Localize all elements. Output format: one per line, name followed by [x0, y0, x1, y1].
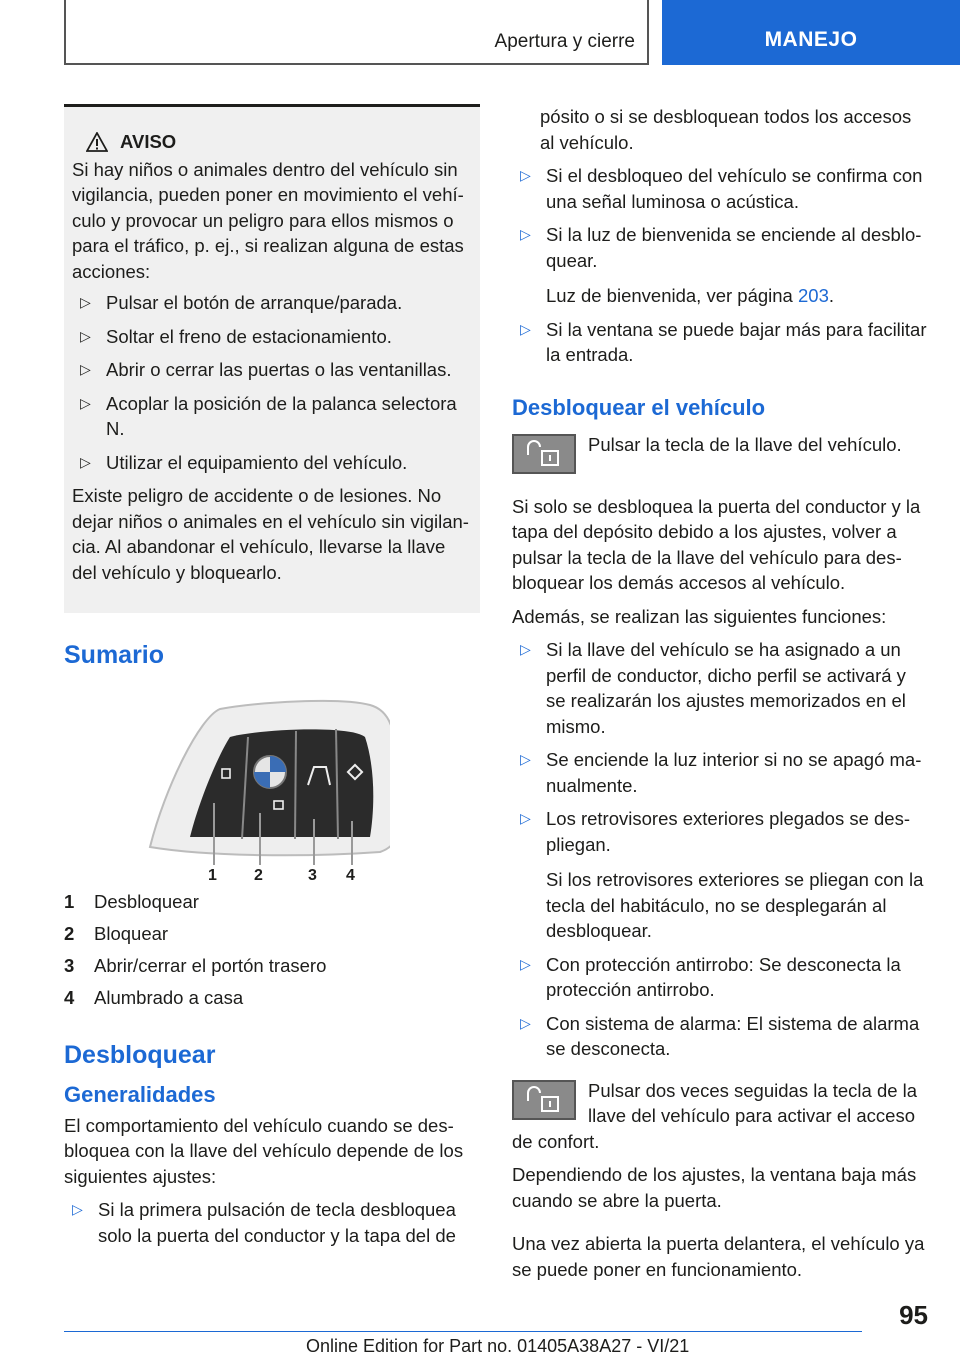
- warning-box: [64, 104, 480, 613]
- warning-title: [72, 129, 472, 155]
- footer-divider: [64, 1331, 862, 1332]
- legend-text: Alumbrado a casa: [94, 987, 244, 1008]
- comfort-access-text: Pulsar dos veces seguidas la tecla de la llave del vehículo para activar el acceso: [588, 1079, 918, 1126]
- warning-title-text: AVISO: [120, 131, 177, 152]
- list-item-continuation: pósito o si se desbloquean todos los accesos al vehículo.: [540, 106, 912, 153]
- list-item: ▷ Se enciende la luz interior si no se apagó manualmente.: [512, 747, 928, 798]
- legend-row: [64, 953, 480, 979]
- list-item: ▷ Con protección antirrobo: Se desconecta la protección antirrobo.: [512, 952, 928, 1003]
- list-item: ▷ Si la primera pulsación de tecla desbloquea solo la puerta del conductor y la tapa del de: [64, 1197, 480, 1248]
- list-item-text: Los retrovisores exteriores plegados se despliegan.: [546, 808, 911, 855]
- legend-row: [64, 889, 480, 915]
- right-column: [512, 104, 928, 1290]
- list-item: [512, 806, 928, 944]
- open-lock-icon: [522, 1085, 566, 1115]
- list-item: ▷ Abrir o cerrar las puertas o las ventanillas.: [72, 357, 472, 383]
- key-fob-illustration: [130, 697, 390, 887]
- list-item: ▷ Si el desbloqueo del vehículo se confirma con una señal luminosa o acústica.: [512, 163, 928, 214]
- unlock-paragraph-1: Si solo se desbloquea la puerta del conductor y la tapa del depósito debido a los ajustes, volver a pulsar la tecla de la llave del vehículo para desbloquear los demás accesos al vehículo.: [512, 495, 921, 593]
- list-item-text: Si la luz de bienvenida se enciende al desbloquear.: [546, 224, 922, 271]
- header-section-title: Apertura y cierre: [494, 31, 635, 52]
- legend-row: [64, 985, 480, 1011]
- unlock-vehicle-heading: Desbloquear el vehículo: [512, 394, 766, 420]
- list-item: ▷ Soltar el freno de estacionamiento.: [72, 324, 472, 350]
- footer-edition: Online Edition for Part no. 01405A38A27 - VI/21: [306, 1336, 690, 1356]
- header-chapter-tab[interactable]: MANEJO: [662, 0, 960, 65]
- legend-text: Bloquear: [94, 923, 169, 944]
- figure-label-4: 4: [346, 867, 355, 884]
- legend-text: Desbloquear: [94, 891, 199, 912]
- figure-label-3: 3: [308, 867, 317, 884]
- unlock-paragraph-3: Dependiendo de los ajustes, la ventana baja más cuando se abre la puerta.: [512, 1164, 917, 1211]
- mirror-note: Si los retrovisores exteriores se pliegan con la tecla del habitáculo, no se desplegarán al desbloquear.: [546, 869, 924, 941]
- key-instruction-row: [512, 432, 928, 474]
- list-item: ▷ Pulsar el botón de arranque/parada.: [72, 290, 472, 316]
- settings-list-start: [64, 1197, 480, 1248]
- unlock-paragraph-2: Además, se realizan las siguientes funciones:: [512, 605, 887, 627]
- comfort-access-continuation: de confort.: [512, 1130, 600, 1152]
- legend-num: 2: [64, 923, 75, 944]
- open-lock-icon: [522, 439, 566, 469]
- figure-label-2: 2: [254, 867, 263, 884]
- list-item: [512, 222, 928, 309]
- ref-end: .: [828, 285, 835, 306]
- legend-num: 4: [64, 987, 75, 1008]
- warning-intro: Si hay niños o animales dentro del vehículo sin vigilancia, pueden poner en movimiento el vehículo y provocar un peligro para ellos mismos o para el tráfico, p. ej., si realizan alguna de estas acciones:: [72, 158, 464, 282]
- list-item: ▷ Con sistema de alarma: El sistema de alarma se desconecta.: [512, 1011, 928, 1062]
- legend-row: [64, 921, 480, 947]
- header-frame: [64, 0, 649, 65]
- unlock-key-icon: [512, 434, 576, 474]
- ref-text: Luz de bienvenida, ver página: [546, 285, 798, 306]
- warning-triangle-icon: [86, 132, 108, 152]
- left-column: [64, 104, 480, 1256]
- list-item: ▷ Utilizar el equipamiento del vehículo.: [72, 450, 472, 476]
- unlock-paragraph-4: Una vez abierta la puerta delantera, el vehículo ya se puede poner en funcionamiento.: [512, 1233, 925, 1280]
- page-number: 95: [899, 1300, 928, 1330]
- generalidades-heading: Generalidades: [64, 1081, 216, 1107]
- settings-list-cont: [512, 163, 928, 368]
- key-instruction-text: Pulsar la tecla de la llave del vehículo.: [588, 433, 902, 455]
- sumario-heading: Sumario: [64, 641, 165, 669]
- warning-outro: Existe peligro de accidente o de lesiones. No dejar niños o animales en el vehículo sin vigilancia. Al abandonar el vehículo, llevarse la llave del vehículo y bloquearlo.: [72, 485, 469, 583]
- functions-list: [512, 637, 928, 1062]
- page-link-203[interactable]: 203: [798, 285, 829, 306]
- comfort-access-row: [512, 1078, 928, 1129]
- legend-num: 1: [64, 891, 75, 912]
- list-item: ▷ Acoplar la posición de la palanca selectora N.: [72, 391, 472, 442]
- list-item: ▷ Si la ventana se puede bajar más para facilitar la entrada.: [512, 317, 928, 368]
- key-legend: [64, 889, 480, 1011]
- legend-text: Abrir/cerrar el portón trasero: [94, 955, 327, 976]
- desbloquear-heading: Desbloquear: [64, 1040, 216, 1069]
- warning-list: [72, 290, 472, 475]
- figure-label-1: 1: [208, 867, 217, 884]
- legend-num: 3: [64, 955, 75, 976]
- desbloquear-intro: El comportamiento del vehículo cuando se desbloquea con la llave del vehículo depende de los siguientes ajustes:: [64, 1114, 464, 1187]
- cross-reference: [546, 283, 928, 309]
- list-item: ▷ Si la llave del vehículo se ha asignado a un perfil de conductor, dicho perfil se activará y se realizarán los ajustes memorizados en el mismo.: [512, 637, 928, 739]
- unlock-key-icon-2: [512, 1080, 576, 1120]
